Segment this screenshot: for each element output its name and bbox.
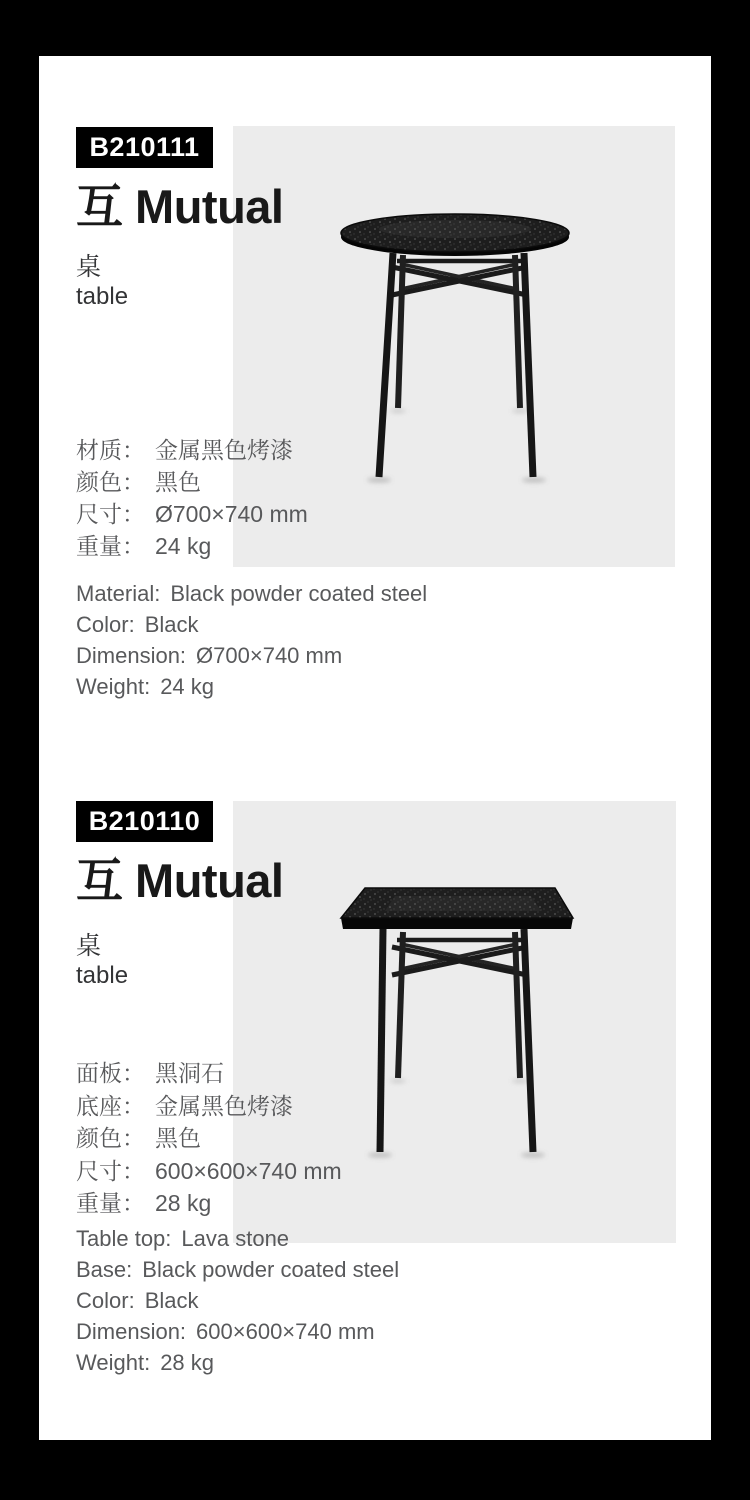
spec-row xyxy=(76,1122,342,1155)
category-cn: 桌 xyxy=(76,253,102,281)
spec-value: Ø700×740 mm xyxy=(196,643,343,668)
leg-shadows xyxy=(368,1079,545,1158)
spec-label: 尺寸： xyxy=(76,1157,145,1184)
spec-label: Weight: xyxy=(76,1350,151,1375)
table-top xyxy=(341,888,573,929)
spec-row xyxy=(76,1090,342,1123)
cross-braces xyxy=(392,940,527,975)
product-title: 互 Mutual xyxy=(76,854,284,907)
spec-value: Lava stone xyxy=(181,1226,290,1251)
spec-label: 底座： xyxy=(76,1092,145,1119)
spec-label: Base: xyxy=(76,1257,133,1282)
category-cn: 桌 xyxy=(76,932,102,960)
spec-value: 600×600×740 mm xyxy=(155,1157,342,1184)
spec-value: Ø700×740 mm xyxy=(155,501,308,527)
spec-value: Black powder coated steel xyxy=(170,581,428,606)
spec-row xyxy=(76,1187,342,1220)
spec-row xyxy=(76,1155,342,1188)
spec-value: 金属黑色烤漆 xyxy=(155,1092,293,1119)
spec-label: 重量： xyxy=(76,533,145,559)
spec-label: Color: xyxy=(76,1288,135,1313)
product-code: B210111 xyxy=(89,132,200,162)
spec-row xyxy=(76,1057,342,1090)
spec-label: Material: xyxy=(76,581,161,606)
spec-value: 600×600×740 mm xyxy=(196,1319,375,1344)
spec-row xyxy=(76,1285,399,1316)
spec-value: Black powder coated steel xyxy=(142,1257,400,1282)
spec-label: Dimension: xyxy=(76,1319,187,1344)
category-en: table xyxy=(76,283,129,310)
spec-row xyxy=(76,1316,399,1347)
specs-chinese xyxy=(76,1057,342,1220)
spec-value: 24 kg xyxy=(155,533,212,559)
category-en: table xyxy=(76,962,129,989)
spec-label: Table top: xyxy=(76,1226,172,1251)
product-code-badge xyxy=(76,801,213,842)
spec-label: 尺寸： xyxy=(76,501,145,527)
spec-value: Black xyxy=(144,1288,199,1313)
product-category xyxy=(76,931,128,991)
spec-value: 黑色 xyxy=(155,469,201,495)
spec-label: 重量： xyxy=(76,1190,145,1216)
product-code: B210110 xyxy=(88,806,201,836)
spec-value: 28 kg xyxy=(155,1190,212,1216)
spec-value: 金属黑色烤漆 xyxy=(155,437,293,463)
spec-label: Color: xyxy=(76,612,135,637)
spec-label: Dimension: xyxy=(76,643,187,668)
specs-english xyxy=(76,1223,399,1378)
spec-row xyxy=(76,1223,399,1254)
spec-value: 黑洞石 xyxy=(155,1060,224,1086)
product-card-2 xyxy=(39,56,711,1440)
product-title: 互 Mutual xyxy=(76,180,284,233)
spec-label: Weight: xyxy=(76,674,151,699)
spec-label: 颜色： xyxy=(76,1125,145,1151)
spec-label: 材质： xyxy=(76,437,145,463)
spec-value: 24 kg xyxy=(160,674,215,699)
spec-value: 28 kg xyxy=(160,1350,215,1375)
spec-value: 黑色 xyxy=(155,1125,201,1151)
spec-label: 颜色： xyxy=(76,469,145,495)
spec-label: 面板： xyxy=(76,1060,145,1086)
spec-row xyxy=(76,1254,399,1285)
spec-row xyxy=(76,1347,399,1378)
spec-value: Black xyxy=(144,612,199,637)
catalog-page xyxy=(39,56,711,1440)
